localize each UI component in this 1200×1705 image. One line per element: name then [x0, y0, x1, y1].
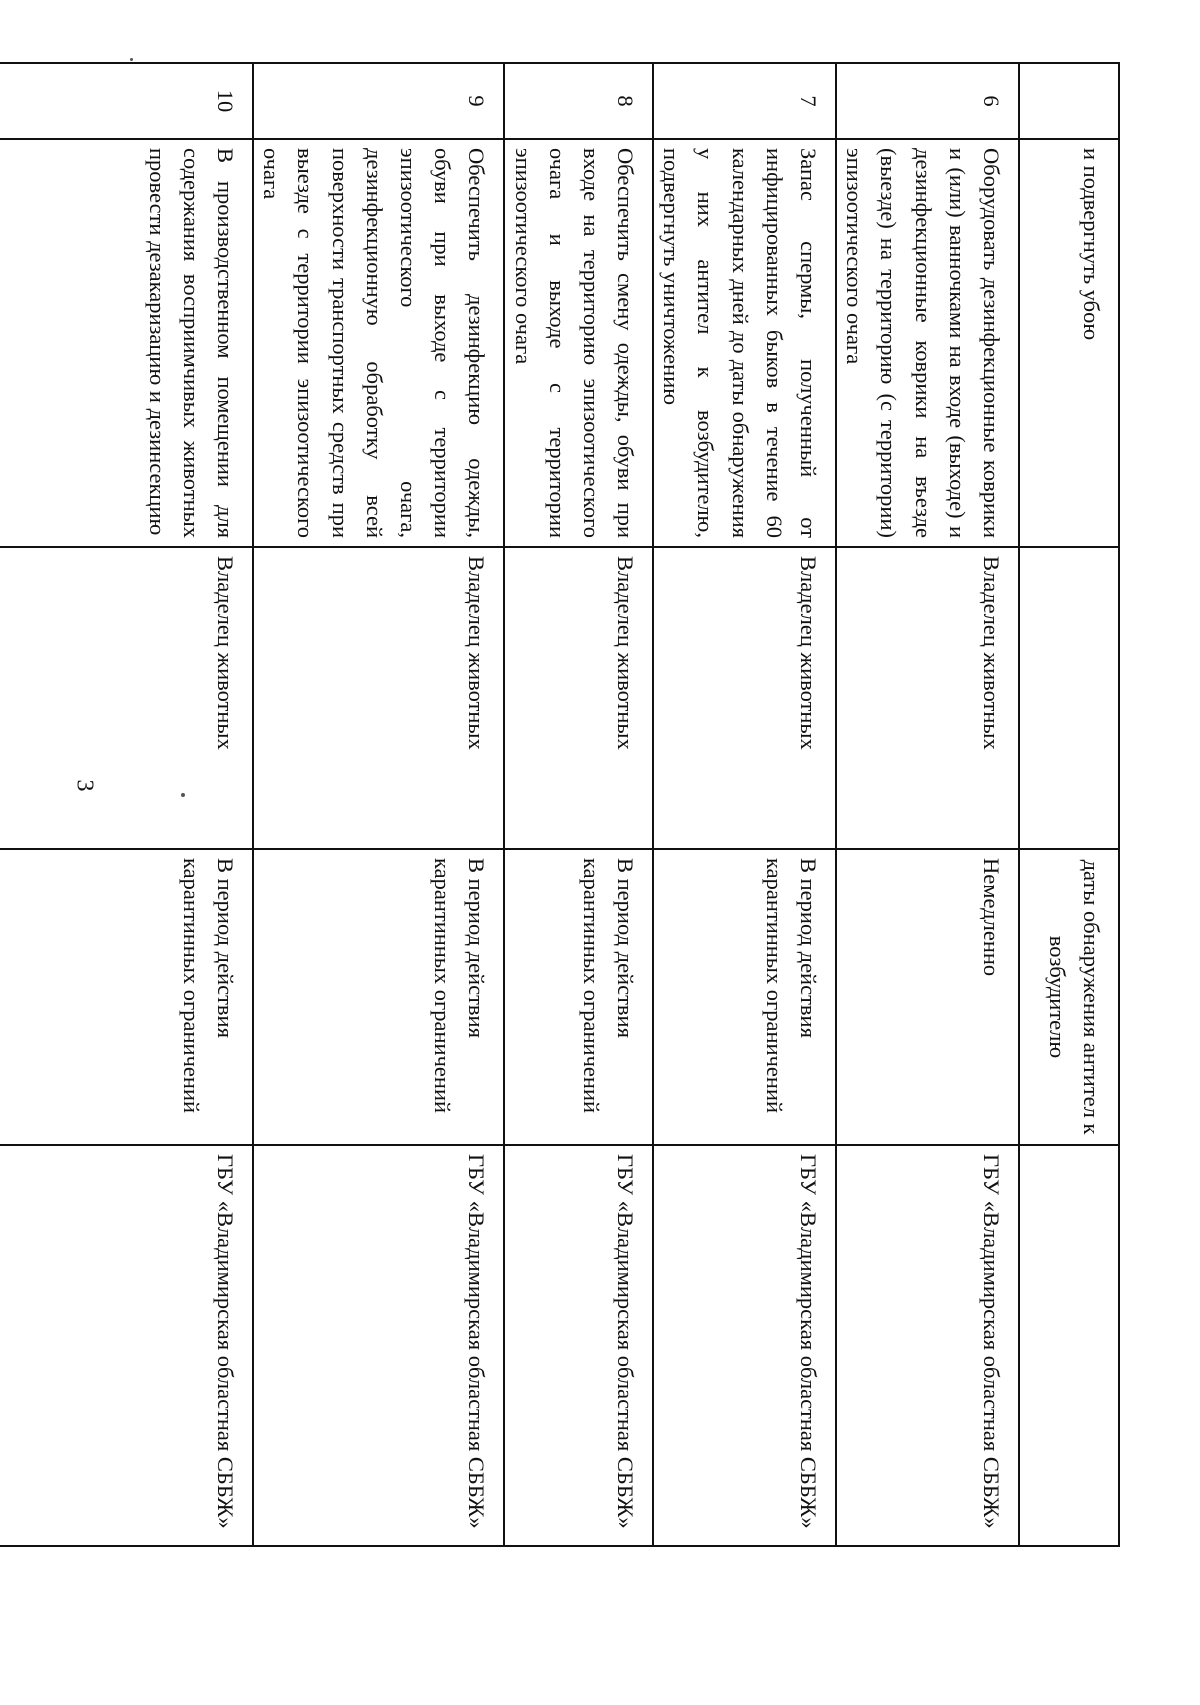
cell-organization: ГБУ «Владимирская областная СББЖ»	[0, 1145, 253, 1546]
table-row-continuation	[1019, 63, 1119, 1546]
cell-num: 8	[504, 63, 653, 139]
table-row	[836, 63, 1019, 1546]
cell-organization: ГБУ «Владимирская областная СББЖ»	[653, 1145, 836, 1546]
page-number: 3	[71, 779, 98, 792]
cell-action: и подвергнуть убою	[1019, 139, 1119, 547]
cell-action: Обеспечить дезинфекцию одежды, обуви при выходе с территории эпизоотического очага, дезинфекционную обработку всей поверхности транспортных средств при выезде с территории эпизоотического очага	[253, 139, 504, 547]
cell-organization	[1019, 1145, 1119, 1546]
cell-term: даты обнаружения антител к возбудителю	[1019, 849, 1119, 1145]
cell-action: Запас спермы, полученный от инфицированных быков в течение 60 календарных дней до даты обнаружения у них антител к возбудителю, подвергнуть уничтожению	[653, 139, 836, 547]
measures-table	[0, 62, 1120, 1547]
cell-responsible: Владелец животных	[836, 547, 1019, 849]
cell-num: 10	[0, 63, 253, 139]
cell-term: Немедленно	[836, 849, 1019, 1145]
cell-organization: ГБУ «Владимирская областная СББЖ»	[836, 1145, 1019, 1546]
cell-term: В период действия карантинных ограничений	[0, 849, 253, 1145]
measures-table-wrapper	[108, 62, 1120, 1545]
cell-responsible: Владелец животных	[0, 547, 253, 849]
cell-responsible: Владелец животных	[504, 547, 653, 849]
cell-num	[1019, 63, 1119, 139]
cell-responsible: Владелец животных	[653, 547, 836, 849]
cell-term: В период действия карантинных ограничений	[653, 849, 836, 1145]
cell-responsible: Владелец животных	[253, 547, 504, 849]
cell-term: В период действия карантинных ограничений	[253, 849, 504, 1145]
cell-organization: ГБУ «Владимирская областная СББЖ»	[504, 1145, 653, 1546]
cell-num: 9	[253, 63, 504, 139]
table-row	[653, 63, 836, 1546]
cell-responsible	[1019, 547, 1119, 849]
table-row	[0, 63, 253, 1546]
cell-action: Оборудовать дезинфекционные коврики и (или) ванночками на входе (выходе) и дезинфекционные коврики на въезде (выезде) на территорию (с территории) эпизоотического очага	[836, 139, 1019, 547]
cell-num: 7	[653, 63, 836, 139]
cell-organization: ГБУ «Владимирская областная СББЖ»	[253, 1145, 504, 1546]
table-row	[504, 63, 653, 1546]
cell-num: 6	[836, 63, 1019, 139]
table-row	[253, 63, 504, 1546]
cell-action: Обеспечить смену одежды, обуви при входе на территорию эпизоотического очага и выходе с территории эпизоотического очага	[504, 139, 653, 547]
scan-speck	[130, 58, 133, 61]
cell-action: В производственном помещении для содержания восприимчивых животных провести дезакаризацию и дезинсекцию	[0, 139, 253, 547]
cell-term: В период действия карантинных ограничений	[504, 849, 653, 1145]
